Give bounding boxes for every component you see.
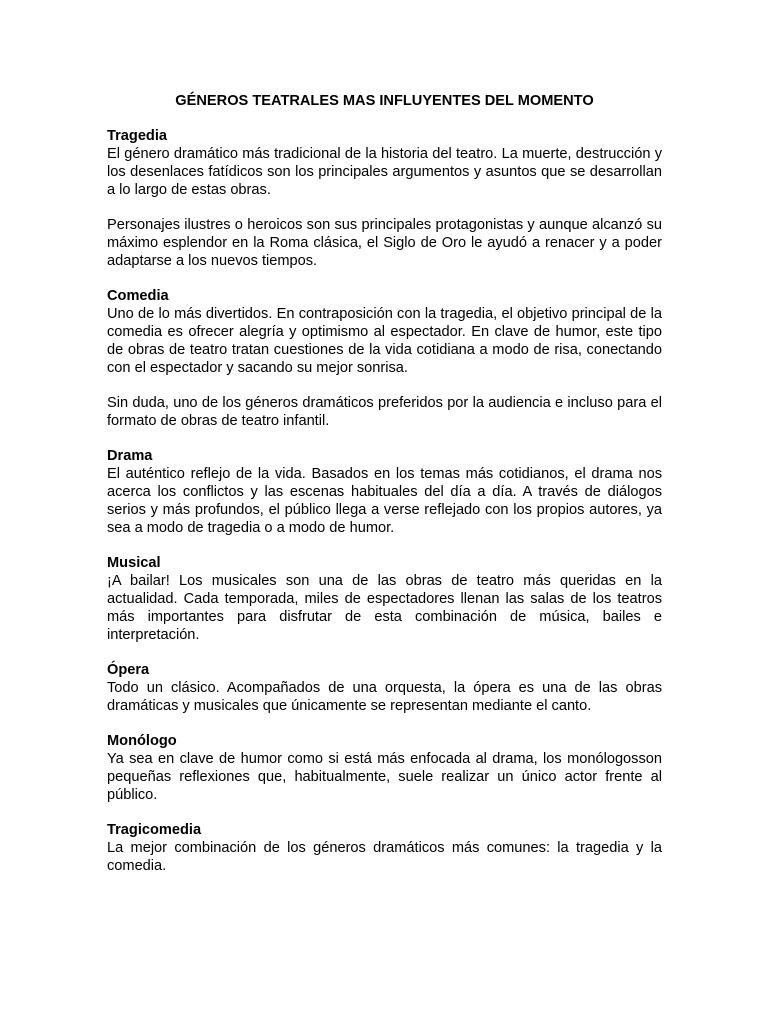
section-paragraph: Ya sea en clave de humor como si está más enfocada al drama, los monólogosson pequeñas reflexiones que, habitualmente, suele realizar un único actor frente al público. bbox=[107, 751, 662, 803]
section-paragraph: La mejor combinación de los géneros dramáticos más comunes: la tragedia y la comedia. bbox=[107, 840, 662, 874]
section-tragedia bbox=[107, 127, 662, 270]
section-paragraph: El auténtico reflejo de la vida. Basados en los temas más cotidianos, el drama nos acerca los conflictos y las escenas habituales del día a día. A través de diálogos serios y más profundos, el público llega a verse reflejado con los propios autores, ya sea a modo de tragedia o a modo de humor. bbox=[107, 466, 662, 536]
section-paragraph: ¡A bailar! Los musicales son una de las obras de teatro más queridas en la actualidad. Cada temporada, miles de espectadores llenan las salas de los teatros más importantes para disfrutar de esta combinación de música, bailes e interpretación. bbox=[107, 573, 662, 643]
section-paragraph: Uno de lo más divertidos. En contraposición con la tragedia, el objetivo principal de la comedia es ofrecer alegría y optimismo al espectador. En clave de humor, este tipo de obras de teatro tratan cuestiones de la vida cotidiana a modo de risa, conectando con el espectador y sacando su mejor sonrisa. bbox=[107, 306, 662, 376]
section-heading: Ópera bbox=[107, 662, 150, 678]
section-drama bbox=[107, 447, 662, 537]
section-paragraph: El género dramático más tradicional de la historia del teatro. La muerte, destrucción y los desenlaces fatídicos son los principales argumentos y asuntos que se desarrollan a lo largo de estas obras. bbox=[107, 146, 662, 198]
section-monologo bbox=[107, 732, 662, 804]
section-heading: Monólogo bbox=[107, 733, 177, 749]
section-heading: Drama bbox=[107, 448, 153, 464]
section-paragraph: Personajes ilustres o heroicos son sus principales protagonistas y aunque alcanzó su máximo esplendor en la Roma clásica, el Siglo de Oro le ayudó a renacer y a poder adaptarse a los nuevos tiempos. bbox=[107, 217, 662, 269]
section-musical bbox=[107, 554, 662, 644]
section-heading: Comedia bbox=[107, 288, 169, 304]
section-tragicomedia bbox=[107, 821, 662, 875]
section-heading: Tragedia bbox=[107, 128, 168, 144]
section-paragraph: Sin duda, uno de los géneros dramáticos preferidos por la audiencia e incluso para el formato de obras de teatro infantil. bbox=[107, 395, 662, 429]
section-opera bbox=[107, 661, 662, 715]
section-heading: Musical bbox=[107, 555, 161, 571]
section-heading: Tragicomedia bbox=[107, 822, 202, 838]
document-title: GÉNEROS TEATRALES MAS INFLUYENTES DEL MOMENTO bbox=[175, 93, 594, 109]
section-paragraph: Todo un clásico. Acompañados de una orquesta, la ópera es una de las obras dramáticas y musicales que únicamente se representan mediante el canto. bbox=[107, 680, 662, 714]
section-comedia bbox=[107, 287, 662, 430]
document-page bbox=[107, 92, 662, 892]
